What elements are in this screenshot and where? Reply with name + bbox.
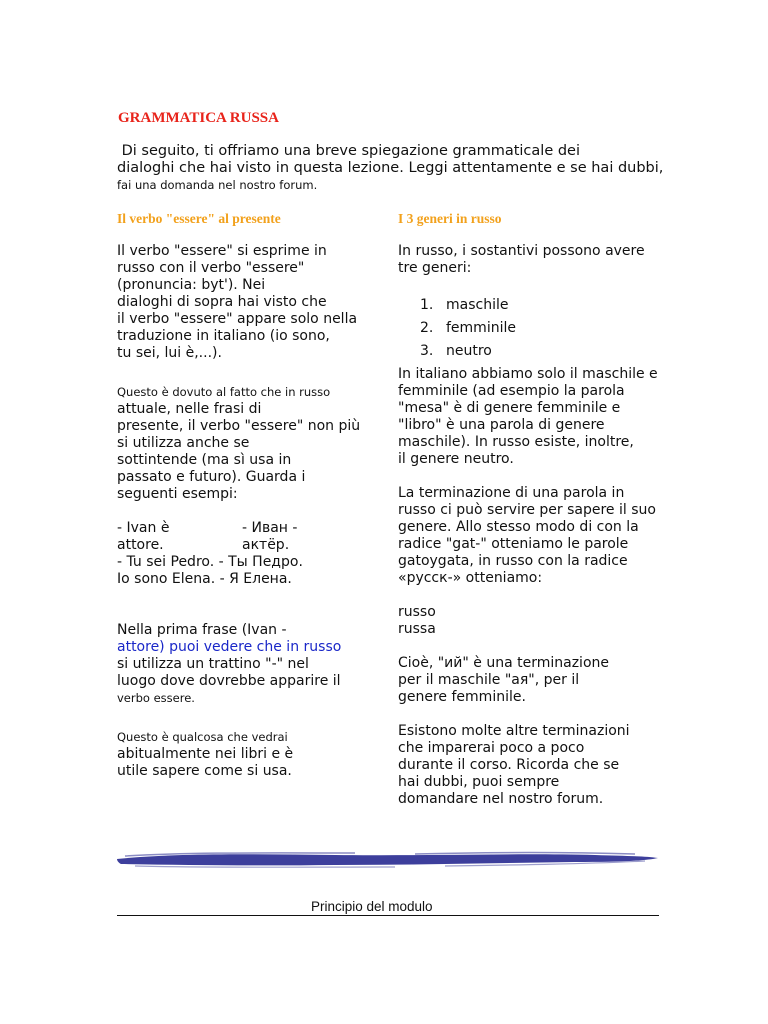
text-line: Il verbo "essere" si esprime in (117, 243, 327, 259)
example-line: - Tu sei Pedro. - Ты Педро. (117, 554, 303, 570)
text-line: In italiano abbiamo solo il maschile e (398, 366, 658, 382)
text-line: genere femminile. (398, 689, 526, 705)
intro-line: Di seguito, ti offriamo una breve spiegazione grammaticale dei (117, 143, 581, 159)
list-number: 3. (420, 343, 434, 359)
example-line (117, 537, 367, 554)
example-russian: актёр. (242, 537, 290, 553)
list-number: 1. (420, 297, 434, 313)
text-line: gatoygata, in russo con la radice (398, 553, 628, 569)
footer-divider (117, 915, 659, 916)
text-line: Questo è dovuto al fatto che in russo (117, 385, 331, 399)
text-line: presente, il verbo "essere" non più (117, 418, 361, 434)
text-line: luogo dove dovrebbe apparire il (117, 673, 341, 689)
text-line: "libro" è una parola di genere (398, 417, 605, 433)
text-line: femminile (ad esempio la parola (398, 383, 625, 399)
list-item (420, 297, 668, 320)
text-line: tu sei, lui è,...). (117, 345, 222, 361)
page-title: GRAMMATICA RUSSA (118, 110, 279, 126)
brush-stroke-divider (115, 847, 660, 873)
example-italian: attore. (117, 537, 164, 553)
example-italian: - Ivan è (117, 520, 170, 536)
text-line: si utilizza un trattino "-" nel (117, 656, 309, 672)
section-heading-generi: I 3 generi in russo (398, 211, 502, 226)
intro-line: dialoghi che hai visto in questa lezione. Leggi attentamente e se hai dubbi, (117, 160, 664, 176)
text-line: traduzione in italiano (io sono, (117, 328, 330, 344)
intro-line: fai una domanda nel nostro forum. (117, 178, 318, 192)
text-line: si utilizza anche se (117, 435, 250, 451)
text-line: verbo essere. (117, 691, 195, 705)
text-line: La terminazione di una parola in (398, 485, 625, 501)
highlighted-text-line: attore) puoi vedere che in russo (117, 639, 342, 655)
text-line: durante il corso. Ricorda che se (398, 757, 620, 773)
text-line: radice "gat-" otteniamo le parole (398, 536, 629, 552)
text-line: Cioè, "ий" è una terminazione (398, 655, 609, 671)
right-column (398, 243, 668, 808)
text-line: "mesa" è di genere femminile e (398, 400, 621, 416)
list-number: 2. (420, 320, 434, 336)
text-line: russo ci può servire per sapere il suo (398, 502, 656, 518)
text-line: utile sapere come si usa. (117, 763, 292, 779)
text-line: hai dubbi, puoi sempre (398, 774, 560, 790)
text-line: per il maschile "ая", per il (398, 672, 580, 688)
text-line: che imparerai poco a poco (398, 740, 585, 756)
text-line: dialoghi di sopra hai visto che (117, 294, 327, 310)
text-line: (pronuncia: byt'). Nei (117, 277, 266, 293)
text-line: il verbo "essere" appare solo nella (117, 311, 358, 327)
text-line: Nella prima frase (Ivan - (117, 622, 287, 638)
list-label: neutro (446, 343, 492, 359)
text-line: Questo è qualcosa che vedrai (117, 730, 288, 744)
text-line: In russo, i sostantivi possono avere (398, 243, 645, 259)
text-line: maschile). In russo esiste, inoltre, (398, 434, 634, 450)
example-russian: - Иван - (242, 520, 298, 536)
text-line: sottintende (ma sì usa in (117, 452, 292, 468)
form-start-label: Principio del modulo (311, 899, 433, 914)
text-line: russo (398, 604, 436, 620)
text-line: Esistono molte altre terminazioni (398, 723, 630, 739)
example-line (117, 520, 367, 537)
text-line: abitualmente nei libri e è (117, 746, 294, 762)
list-label: femminile (446, 320, 516, 336)
text-line: attuale, nelle frasi di (117, 401, 262, 417)
example-line: Io sono Elena. - Я Елена. (117, 571, 292, 587)
text-line: genere. Allo stesso modo di con la (398, 519, 639, 535)
text-line: passato e futuro). Guarda i (117, 469, 306, 485)
text-line: il genere neutro. (398, 451, 514, 467)
text-line: «русск-» otteniamo: (398, 570, 543, 586)
text-line: seguenti esempi: (117, 486, 238, 502)
intro-paragraph (117, 143, 677, 194)
text-line: domandare nel nostro forum. (398, 791, 604, 807)
text-line: russa (398, 621, 436, 637)
section-heading-essere: Il verbo "essere" al presente (117, 211, 281, 226)
genders-list (420, 297, 668, 366)
list-item (420, 343, 668, 366)
list-item (420, 320, 668, 343)
list-label: maschile (446, 297, 509, 313)
left-column (117, 243, 367, 780)
text-line: tre generi: (398, 260, 472, 276)
text-line: russo con il verbo "essere" (117, 260, 305, 276)
